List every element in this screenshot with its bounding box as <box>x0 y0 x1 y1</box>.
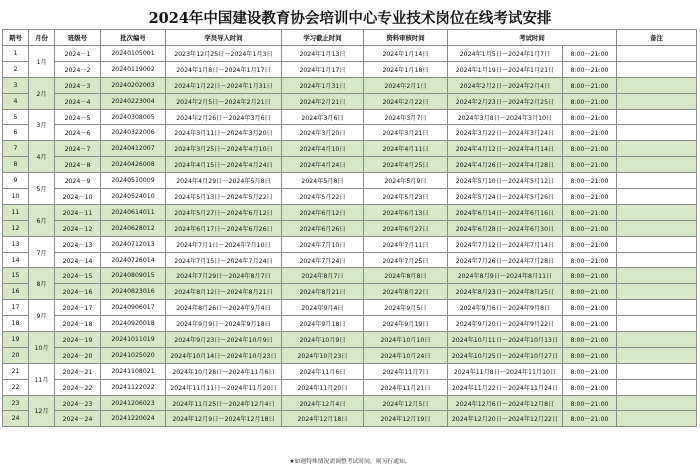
deadline-cell: 2024年1月31日 <box>282 77 364 93</box>
header-import-time: 学员导入时间 <box>166 30 282 46</box>
import-time-cell: 2024年10月14日～2024年10月23日 <box>166 347 282 363</box>
batch-cell: 20240628012 <box>101 220 166 236</box>
review-cell: 2024年11月21日 <box>364 379 448 395</box>
table-body <box>3 46 697 427</box>
class-cell: 2024－19 <box>55 332 101 348</box>
import-time-cell: 2024年5月13日～2024年5月22日 <box>166 189 282 205</box>
header-period: 期号 <box>3 30 29 46</box>
remarks-cell <box>617 46 697 62</box>
exam-date-cell: 2024年6月28日～2024年6月30日 <box>448 220 563 236</box>
batch-cell: 20240202003 <box>101 77 166 93</box>
deadline-cell: 2024年12月4日 <box>282 395 364 411</box>
deadline-cell: 2024年9月18日 <box>282 316 364 332</box>
exam-date-cell: 2024年1月19日～2024年1月21日 <box>448 61 563 77</box>
exam-hours-cell: 8:00～21:00 <box>563 46 617 62</box>
deadline-cell: 2024年11月20日 <box>282 379 364 395</box>
header-review-time: 资料审核时间 <box>364 30 448 46</box>
period-cell: 16 <box>3 284 29 300</box>
exam-hours-cell: 8:00～21:00 <box>563 268 617 284</box>
exam-hours-cell: 8:00～21:00 <box>563 157 617 173</box>
deadline-cell: 2024年6月12日 <box>282 204 364 220</box>
exam-date-cell: 2024年9月20日～2024年9月22日 <box>448 316 563 332</box>
period-cell: 15 <box>3 268 29 284</box>
exam-date-cell: 2024年7月12日～2024年7月14日 <box>448 236 563 252</box>
footnote: ★如遇特殊情况需调整考试时间，则另行通知。 <box>289 459 411 465</box>
exam-hours-cell: 8:00～21:00 <box>563 141 617 157</box>
import-time-cell: 2024年1月8日～2024年1月17日 <box>166 61 282 77</box>
period-cell: 10 <box>3 189 29 205</box>
exam-date-cell: 2024年3月22日～2024年3月24日 <box>448 125 563 141</box>
review-cell: 2024年2月1日 <box>364 77 448 93</box>
class-cell: 2024－10 <box>55 189 101 205</box>
table-row <box>3 46 697 62</box>
batch-cell: 20240823016 <box>101 284 166 300</box>
period-cell: 5 <box>3 109 29 125</box>
table-row <box>3 332 697 348</box>
batch-cell: 20240412007 <box>101 141 166 157</box>
batch-cell: 20240614011 <box>101 204 166 220</box>
exam-hours-cell: 8:00～21:00 <box>563 395 617 411</box>
class-cell: 2024－13 <box>55 236 101 252</box>
remarks-cell <box>617 284 697 300</box>
import-time-cell: 2023年12月25日～2024年1月3日 <box>166 46 282 62</box>
batch-cell: 20240119002 <box>101 61 166 77</box>
review-cell: 2024年9月5日 <box>364 300 448 316</box>
exam-date-cell: 2024年3月8日～2024年3月10日 <box>448 109 563 125</box>
batch-cell: 20241220024 <box>101 411 166 427</box>
class-cell: 2024－1 <box>55 46 101 62</box>
batch-cell: 20240809015 <box>101 268 166 284</box>
month-cell: 11月 <box>29 363 55 395</box>
deadline-cell: 2024年1月17日 <box>282 61 364 77</box>
deadline-cell: 2024年10月9日 <box>282 332 364 348</box>
class-cell: 2024－3 <box>55 77 101 93</box>
header-month: 月份 <box>29 30 55 46</box>
exam-hours-cell: 8:00～21:00 <box>563 173 617 189</box>
exam-hours-cell: 8:00～21:00 <box>563 411 617 427</box>
exam-date-cell: 2024年5月10日～2024年5月12日 <box>448 173 563 189</box>
exam-hours-cell: 8:00～21:00 <box>563 204 617 220</box>
batch-cell: 20241108021 <box>101 363 166 379</box>
deadline-cell: 2024年3月6日 <box>282 109 364 125</box>
remarks-cell <box>617 347 697 363</box>
batch-cell: 20240920018 <box>101 316 166 332</box>
header-study-deadline: 学习截止时间 <box>282 30 364 46</box>
exam-date-cell: 2024年4月12日～2024年4月14日 <box>448 141 563 157</box>
table-row <box>3 125 697 141</box>
month-cell: 8月 <box>29 268 55 300</box>
exam-hours-cell: 8:00～21:00 <box>563 109 617 125</box>
period-cell: 17 <box>3 300 29 316</box>
import-time-cell: 2024年11月11日～2024年11月20日 <box>166 379 282 395</box>
remarks-cell <box>617 379 697 395</box>
table-row <box>3 157 697 173</box>
batch-cell: 20240524010 <box>101 189 166 205</box>
month-cell: 12月 <box>29 395 55 427</box>
class-cell: 2024－20 <box>55 347 101 363</box>
import-time-cell: 2024年3月11日～2024年3月20日 <box>166 125 282 141</box>
month-cell: 4月 <box>29 141 55 173</box>
table-row <box>3 141 697 157</box>
class-cell: 2024－22 <box>55 379 101 395</box>
exam-date-cell: 2024年10月11日～2024年10月13日 <box>448 332 563 348</box>
remarks-cell <box>617 141 697 157</box>
import-time-cell: 2024年7月29日～2024年8月7日 <box>166 268 282 284</box>
class-cell: 2024－18 <box>55 316 101 332</box>
deadline-cell: 2024年5月8日 <box>282 173 364 189</box>
table-row <box>3 77 697 93</box>
month-cell: 7月 <box>29 236 55 268</box>
review-cell: 2024年7月11日 <box>364 236 448 252</box>
class-cell: 2024－12 <box>55 220 101 236</box>
table-row <box>3 316 697 332</box>
batch-cell: 20240223004 <box>101 93 166 109</box>
exam-hours-cell: 8:00～21:00 <box>563 252 617 268</box>
class-cell: 2024－24 <box>55 411 101 427</box>
table-row <box>3 252 697 268</box>
batch-cell: 20241025020 <box>101 347 166 363</box>
table-row <box>3 61 697 77</box>
deadline-cell: 2024年6月26日 <box>282 220 364 236</box>
table-row <box>3 109 697 125</box>
review-cell: 2024年10月10日 <box>364 332 448 348</box>
review-cell: 2024年1月18日 <box>364 61 448 77</box>
remarks-cell <box>617 300 697 316</box>
deadline-cell: 2024年11月6日 <box>282 363 364 379</box>
deadline-cell: 2024年12月18日 <box>282 411 364 427</box>
remarks-cell <box>617 220 697 236</box>
header-batch: 批次编号 <box>101 30 166 46</box>
review-cell: 2024年2月22日 <box>364 93 448 109</box>
exam-date-cell: 2024年4月26日～2024年4月28日 <box>448 157 563 173</box>
exam-date-cell: 2024年5月24日～2024年5月26日 <box>448 189 563 205</box>
review-cell: 2024年10月24日 <box>364 347 448 363</box>
remarks-cell <box>617 395 697 411</box>
remarks-cell <box>617 61 697 77</box>
exam-hours-cell: 8:00～21:00 <box>563 189 617 205</box>
period-cell: 19 <box>3 332 29 348</box>
batch-cell: 20240510009 <box>101 173 166 189</box>
period-cell: 3 <box>3 77 29 93</box>
deadline-cell: 2024年1月13日 <box>282 46 364 62</box>
month-cell: 9月 <box>29 300 55 332</box>
exam-hours-cell: 8:00～21:00 <box>563 77 617 93</box>
exam-hours-cell: 8:00～21:00 <box>563 316 617 332</box>
month-cell: 2月 <box>29 77 55 109</box>
exam-date-cell: 2024年1月5日～2024年1月7日 <box>448 46 563 62</box>
import-time-cell: 2024年4月15日～2024年4月24日 <box>166 157 282 173</box>
exam-date-cell: 2024年11月22日～2024年11月24日 <box>448 379 563 395</box>
batch-cell: 20240105001 <box>101 46 166 62</box>
table-row <box>3 300 697 316</box>
review-cell: 2024年4月11日 <box>364 141 448 157</box>
review-cell: 2024年3月21日 <box>364 125 448 141</box>
table-row <box>3 284 697 300</box>
class-cell: 2024－17 <box>55 300 101 316</box>
class-cell: 2024－4 <box>55 93 101 109</box>
batch-cell: 20240322006 <box>101 125 166 141</box>
class-cell: 2024－6 <box>55 125 101 141</box>
deadline-cell: 2024年3月20日 <box>282 125 364 141</box>
table-header-row <box>3 30 697 46</box>
header-exam-time: 考试时间 <box>448 30 617 46</box>
deadline-cell: 2024年7月24日 <box>282 252 364 268</box>
month-cell: 5月 <box>29 173 55 205</box>
exam-date-cell: 2024年2月2日～2024年2月4日 <box>448 77 563 93</box>
import-time-cell: 2024年5月27日～2024年6月12日 <box>166 204 282 220</box>
month-cell: 3月 <box>29 109 55 141</box>
exam-date-cell: 2024年9月6日～2024年9月8日 <box>448 300 563 316</box>
exam-date-cell: 2024年12月20日～2024年12月22日 <box>448 411 563 427</box>
exam-hours-cell: 8:00～21:00 <box>563 236 617 252</box>
import-time-cell: 2024年8月26日～2024年9月4日 <box>166 300 282 316</box>
period-cell: 8 <box>3 157 29 173</box>
table-row <box>3 220 697 236</box>
batch-cell: 20240906017 <box>101 300 166 316</box>
period-cell: 24 <box>3 411 29 427</box>
import-time-cell: 2024年2月5日～2024年2月21日 <box>166 93 282 109</box>
import-time-cell: 2024年1月22日～2024年1月31日 <box>166 77 282 93</box>
exam-date-cell: 2024年2月23日～2024年2月25日 <box>448 93 563 109</box>
deadline-cell: 2024年8月7日 <box>282 268 364 284</box>
import-time-cell: 2024年9月9日～2024年9月18日 <box>166 316 282 332</box>
remarks-cell <box>617 316 697 332</box>
exam-hours-cell: 8:00～21:00 <box>563 379 617 395</box>
table-row <box>3 204 697 220</box>
remarks-cell <box>617 109 697 125</box>
import-time-cell: 2024年2月26日～2024年3月6日 <box>166 109 282 125</box>
review-cell: 2024年9月19日 <box>364 316 448 332</box>
exam-date-cell: 2024年8月9日～2024年8月11日 <box>448 268 563 284</box>
review-cell: 2024年6月13日 <box>364 204 448 220</box>
batch-cell: 20241011019 <box>101 332 166 348</box>
header-remarks: 备注 <box>617 30 697 46</box>
deadline-cell: 2024年9月4日 <box>282 300 364 316</box>
review-cell: 2024年8月22日 <box>364 284 448 300</box>
table-row <box>3 411 697 427</box>
remarks-cell <box>617 204 697 220</box>
exam-date-cell: 2024年7月26日～2024年7月28日 <box>448 252 563 268</box>
class-cell: 2024－5 <box>55 109 101 125</box>
deadline-cell: 2024年7月10日 <box>282 236 364 252</box>
review-cell: 2024年4月25日 <box>364 157 448 173</box>
exam-hours-cell: 8:00～21:00 <box>563 300 617 316</box>
table-row <box>3 93 697 109</box>
class-cell: 2024－2 <box>55 61 101 77</box>
class-cell: 2024－15 <box>55 268 101 284</box>
table-row <box>3 395 697 411</box>
exam-hours-cell: 8:00～21:00 <box>563 347 617 363</box>
deadline-cell: 2024年10月23日 <box>282 347 364 363</box>
batch-cell: 20240726014 <box>101 252 166 268</box>
review-cell: 2024年12月19日 <box>364 411 448 427</box>
remarks-cell <box>617 236 697 252</box>
table-row <box>3 268 697 284</box>
deadline-cell: 2024年4月10日 <box>282 141 364 157</box>
class-cell: 2024－7 <box>55 141 101 157</box>
batch-cell: 20240712013 <box>101 236 166 252</box>
period-cell: 23 <box>3 395 29 411</box>
review-cell: 2024年5月9日 <box>364 173 448 189</box>
deadline-cell: 2024年5月22日 <box>282 189 364 205</box>
table-row <box>3 379 697 395</box>
period-cell: 12 <box>3 220 29 236</box>
exam-date-cell: 2024年6月14日～2024年6月16日 <box>448 204 563 220</box>
month-cell: 10月 <box>29 332 55 364</box>
exam-hours-cell: 8:00～21:00 <box>563 93 617 109</box>
batch-cell: 20240426008 <box>101 157 166 173</box>
class-cell: 2024－11 <box>55 204 101 220</box>
import-time-cell: 2024年7月1日～2024年7月10日 <box>166 236 282 252</box>
exam-schedule-table <box>2 29 697 427</box>
import-time-cell: 2024年10月28日～2024年11月6日 <box>166 363 282 379</box>
exam-hours-cell: 8:00～21:00 <box>563 61 617 77</box>
review-cell: 2024年5月23日 <box>364 189 448 205</box>
period-cell: 7 <box>3 141 29 157</box>
table-row <box>3 363 697 379</box>
class-cell: 2024－8 <box>55 157 101 173</box>
period-cell: 4 <box>3 93 29 109</box>
review-cell: 2024年12月5日 <box>364 395 448 411</box>
batch-cell: 20241122022 <box>101 379 166 395</box>
class-cell: 2024－16 <box>55 284 101 300</box>
deadline-cell: 2024年2月21日 <box>282 93 364 109</box>
page-title: 2024年中国建设教育协会培训中心专业技术岗位在线考试安排 <box>148 10 552 27</box>
class-cell: 2024－23 <box>55 395 101 411</box>
review-cell: 2024年8月8日 <box>364 268 448 284</box>
remarks-cell <box>617 411 697 427</box>
import-time-cell: 2024年4月29日～2024年5月8日 <box>166 173 282 189</box>
exam-hours-cell: 8:00～21:00 <box>563 363 617 379</box>
batch-cell: 20240308005 <box>101 109 166 125</box>
remarks-cell <box>617 189 697 205</box>
batch-cell: 20241206023 <box>101 395 166 411</box>
exam-date-cell: 2024年11月8日～2024年11月10日 <box>448 363 563 379</box>
review-cell: 2024年3月7日 <box>364 109 448 125</box>
review-cell: 2024年1月14日 <box>364 46 448 62</box>
deadline-cell: 2024年8月21日 <box>282 284 364 300</box>
table-row <box>3 236 697 252</box>
exam-hours-cell: 8:00～21:00 <box>563 125 617 141</box>
exam-date-cell: 2024年12月6日～2024年12月8日 <box>448 395 563 411</box>
table-row <box>3 347 697 363</box>
import-time-cell: 2024年3月25日～2024年4月10日 <box>166 141 282 157</box>
deadline-cell: 2024年4月24日 <box>282 157 364 173</box>
period-cell: 22 <box>3 379 29 395</box>
remarks-cell <box>617 125 697 141</box>
remarks-cell <box>617 252 697 268</box>
remarks-cell <box>617 77 697 93</box>
remarks-cell <box>617 363 697 379</box>
month-cell: 1月 <box>29 46 55 78</box>
class-cell: 2024－21 <box>55 363 101 379</box>
review-cell: 2024年7月25日 <box>364 252 448 268</box>
exam-hours-cell: 8:00～21:00 <box>563 284 617 300</box>
import-time-cell: 2024年11月25日～2024年12月4日 <box>166 395 282 411</box>
remarks-cell <box>617 173 697 189</box>
period-cell: 11 <box>3 204 29 220</box>
month-cell: 6月 <box>29 204 55 236</box>
import-time-cell: 2024年7月15日～2024年7月24日 <box>166 252 282 268</box>
remarks-cell <box>617 332 697 348</box>
period-cell: 9 <box>3 173 29 189</box>
import-time-cell: 2024年12月9日～2024年12月18日 <box>166 411 282 427</box>
remarks-cell <box>617 157 697 173</box>
table-row <box>3 189 697 205</box>
remarks-cell <box>617 93 697 109</box>
class-cell: 2024－14 <box>55 252 101 268</box>
period-cell: 21 <box>3 363 29 379</box>
exam-date-cell: 2024年8月23日～2024年8月25日 <box>448 284 563 300</box>
exam-date-cell: 2024年10月25日～2024年10月27日 <box>448 347 563 363</box>
header-class: 班级号 <box>55 30 101 46</box>
import-time-cell: 2024年9月23日～2024年10月9日 <box>166 332 282 348</box>
period-cell: 18 <box>3 316 29 332</box>
review-cell: 2024年11月7日 <box>364 363 448 379</box>
import-time-cell: 2024年6月17日～2024年6月26日 <box>166 220 282 236</box>
table-row <box>3 173 697 189</box>
remarks-cell <box>617 268 697 284</box>
review-cell: 2024年6月27日 <box>364 220 448 236</box>
import-time-cell: 2024年8月12日～2024年8月21日 <box>166 284 282 300</box>
exam-hours-cell: 8:00～21:00 <box>563 220 617 236</box>
period-cell: 6 <box>3 125 29 141</box>
class-cell: 2024－9 <box>55 173 101 189</box>
period-cell: 20 <box>3 347 29 363</box>
exam-hours-cell: 8:00～21:00 <box>563 332 617 348</box>
period-cell: 13 <box>3 236 29 252</box>
period-cell: 1 <box>3 46 29 62</box>
period-cell: 2 <box>3 61 29 77</box>
period-cell: 14 <box>3 252 29 268</box>
